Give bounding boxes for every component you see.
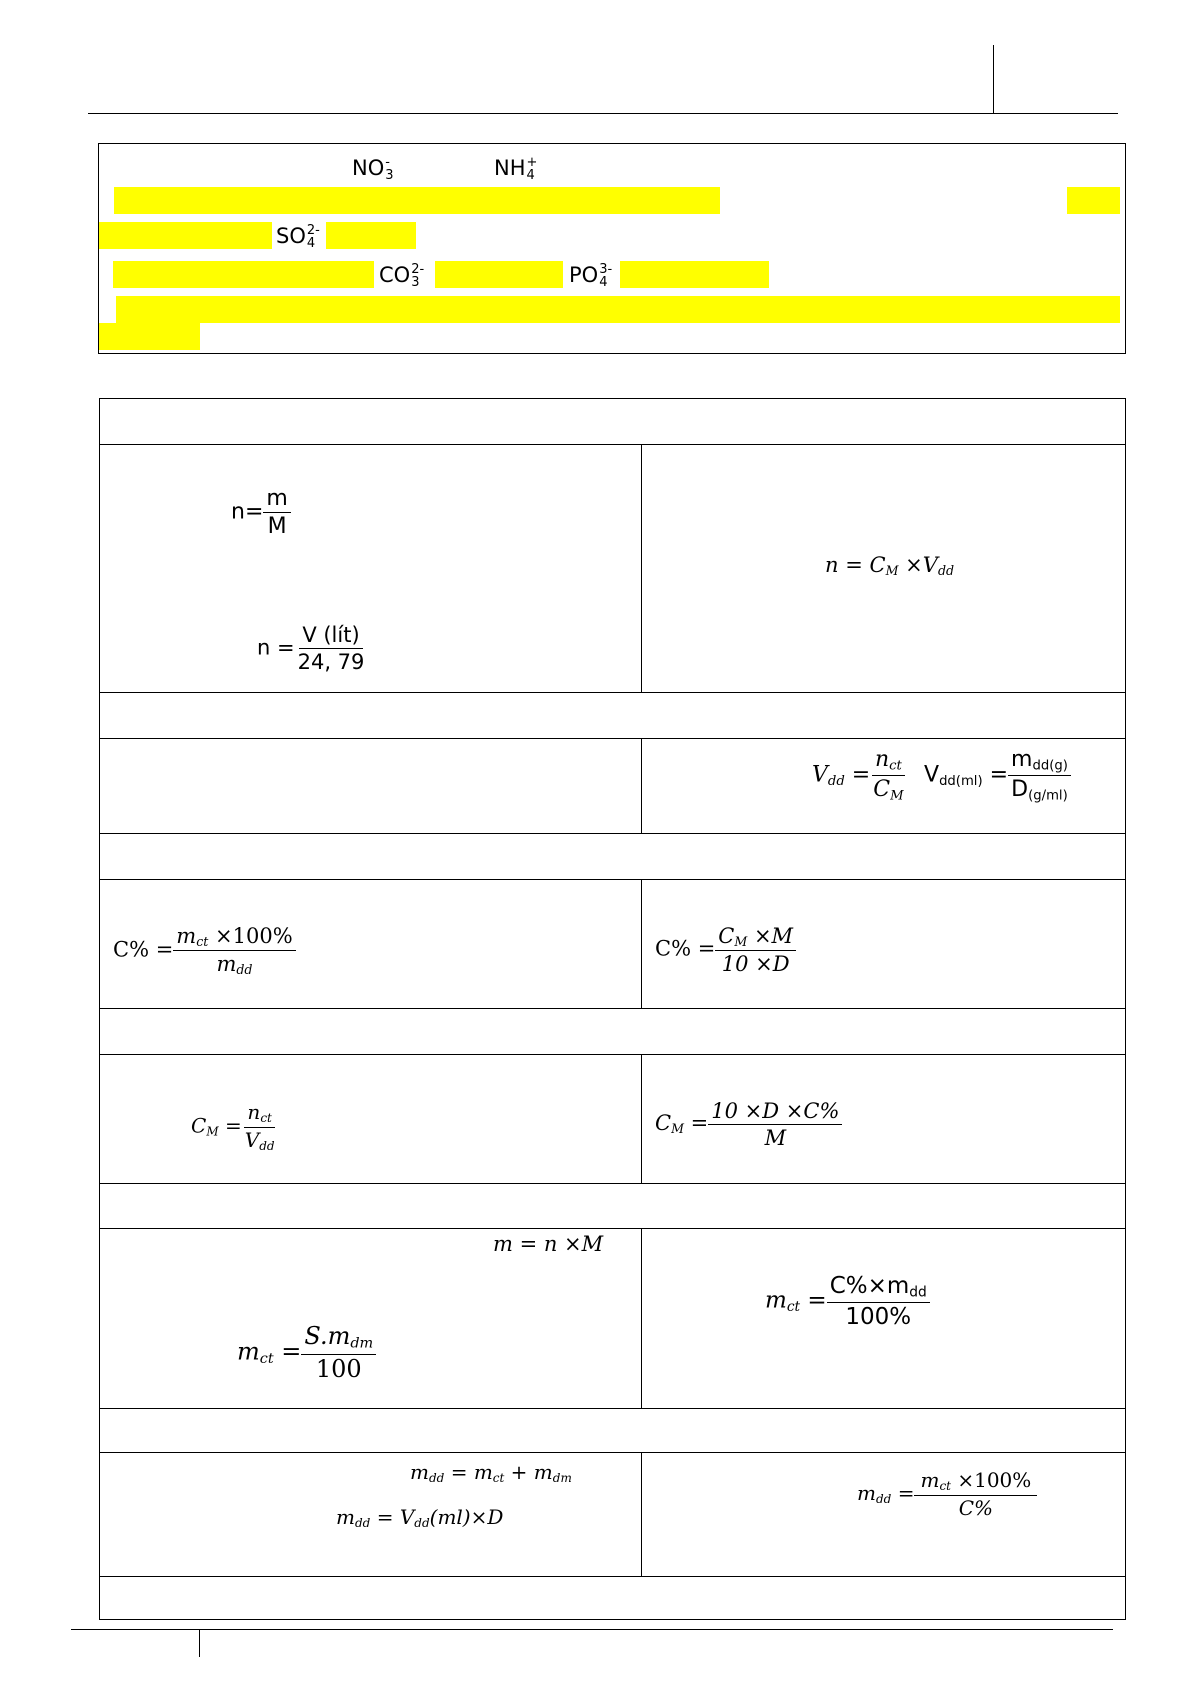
section-header-row [100, 1009, 1126, 1055]
header-divider [993, 45, 994, 114]
formula-m-dd-percent: $m_{dd}$ = $\frac{m_{ct} \times 100\%}{C\%}$ [857, 1470, 1037, 1519]
formula-cm-percent: $C_M$ = $\frac{10 \times D \times C\%}{M}$ [655, 1100, 842, 1149]
formula-v-dd-ml: $V_{dd(ml)}$ = $\frac{m_{dd(g)}}{D_{(g/ml)}}$ [924, 748, 1071, 803]
highlight-bar [99, 222, 272, 249]
section-header-row [100, 1409, 1126, 1453]
formula-m-ct-percent: $m_{ct}$ = $\frac{C\%\times m_{dd}}{100\%}$ [765, 1274, 930, 1329]
formula-c-percent-mass: C% = $\frac{m_{ct} \times 100\%}{m_{dd}}$ [113, 925, 296, 977]
formula-m-ct-solubility: $m_{ct}$ = $\frac{S.m_{dm}}{100}$ [237, 1324, 376, 1382]
formula-m-dd-volume: $m_{dd} = V_{dd}(ml)\times D$ [336, 1505, 504, 1530]
section-header-row [100, 1184, 1126, 1229]
table-row [100, 445, 1126, 693]
formula-v-dd: $V_{dd}$ = $\frac{n_{ct}}{C_M}$ [812, 747, 904, 804]
highlight-bar [116, 296, 1120, 323]
sulfate-ion: SO 2- 4 [276, 223, 320, 251]
header-rule [88, 113, 1118, 114]
section-header-row [100, 834, 1126, 880]
formula-cm-moles: $C_M$ = $\frac{n_{ct}}{V_{dd}}$ [191, 1100, 275, 1153]
formula-n-mass: n= $\frac{m}{M}$ [231, 487, 291, 538]
highlight-bar [114, 187, 720, 214]
section-header-row [100, 399, 1126, 445]
highlight-bar [326, 222, 416, 249]
highlight-bar [435, 261, 563, 288]
formula-c-percent-molar: C% = $\frac{C_M \times M}{10 \times D}$ [655, 925, 796, 975]
footer-rule [71, 1629, 1113, 1630]
highlight-bar [99, 323, 200, 350]
formula-table [99, 398, 1126, 1620]
highlight-bar [1067, 187, 1120, 214]
formula-mass-moles: m = n ×M [493, 1232, 604, 1256]
section-header-row [100, 693, 1126, 739]
formula-n-gas: n = $\frac{\text{V (lít)}}{24, 79}$ [257, 623, 365, 675]
formula-n-concentration: $n = C_M \times V_{dd}$ [825, 553, 955, 579]
highlight-bar [113, 261, 374, 288]
nitrate-ion: NO - 3 [352, 155, 394, 183]
ammonium-ion: NH + 4 [494, 155, 538, 183]
phosphate-ion: PO 3- 4 [569, 262, 613, 290]
footer-divider [199, 1629, 200, 1657]
highlight-bar [620, 261, 769, 288]
formula-m-dd-sum: $m_{dd} = m_{ct} + m_{dm}$ [410, 1460, 572, 1485]
section-header-row [100, 1577, 1126, 1620]
carbonate-ion: CO 2- 3 [379, 262, 425, 290]
